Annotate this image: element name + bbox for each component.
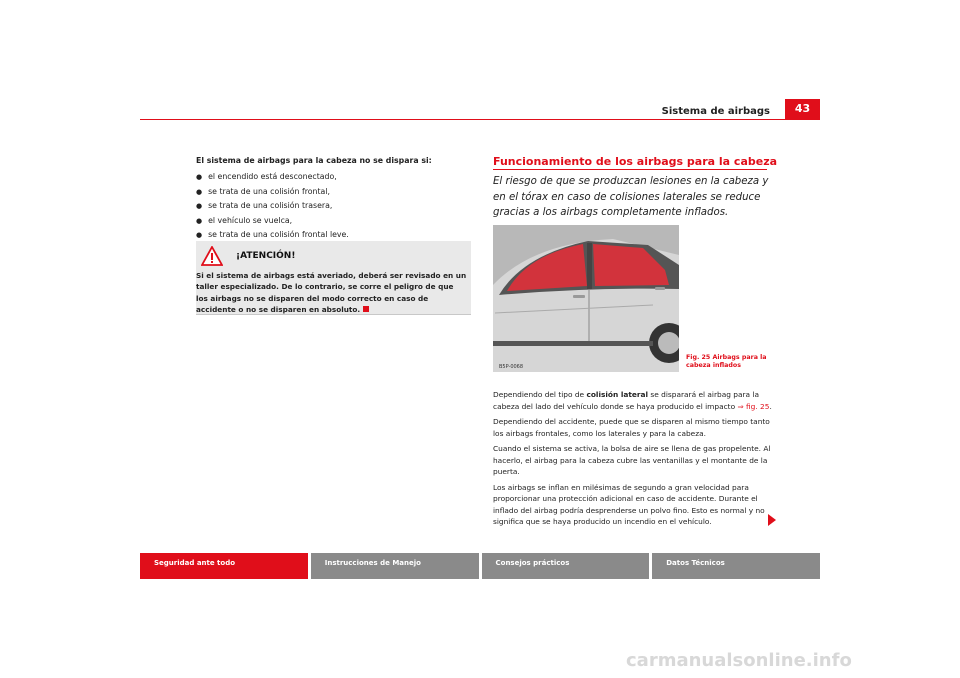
figure-code: B5P-0068	[499, 364, 524, 370]
tab-seguridad[interactable]: Seguridad ante todo	[140, 553, 308, 579]
warning-title: ¡ATENCIÓN!	[236, 251, 296, 261]
warning-box	[196, 241, 471, 315]
tab-instrucciones[interactable]: Instrucciones de Manejo	[311, 553, 479, 579]
figure-caption: Fig. 25 Airbags para la cabeza inflados	[686, 354, 767, 369]
warning-triangle-icon	[201, 246, 223, 266]
next-page-arrow-icon[interactable]	[768, 514, 776, 526]
section-rule	[493, 169, 767, 170]
bullet-list	[196, 170, 349, 243]
figure-reference-link[interactable]: ⇒ fig. 25	[737, 401, 770, 411]
header-rule	[140, 119, 820, 120]
paragraph: Cuando el sistema se activa, la bolsa de aire se llena de gas propelente. Al hacerlo, el airbag para la cabeza cubre las ventanillas y el montante de la puerta.	[493, 444, 771, 476]
list-item: ● el vehículo se vuelca,	[196, 214, 349, 229]
section-title: Funcionamiento de los airbags para la cabeza	[493, 155, 778, 168]
head-airbag-car-illustration	[493, 225, 679, 372]
tab-consejos[interactable]: Consejos prácticos	[482, 553, 650, 579]
watermark: carmanualsonline.info	[626, 650, 852, 671]
warning-text: Si el sistema de airbags está averiado, deberá ser revisado en un taller especializado. De lo contrario, se corre el peligro de que los airbags no se disparen del modo correcto en caso de accidente o no se disparen en absoluto.	[196, 271, 467, 315]
footer-nav	[140, 553, 820, 579]
body-text	[493, 389, 773, 532]
tab-datos[interactable]: Datos Técnicos	[652, 553, 820, 579]
page-number: 43	[785, 99, 820, 119]
list-item: ● se trata de una colisión frontal,	[196, 185, 349, 200]
paragraph: Dependiendo del accidente, puede que se disparen al mismo tiempo tanto los airbags frontales, como los laterales y para la cabeza.	[493, 417, 770, 438]
paragraph: Dependiendo del tipo de colisión lateral se disparará el airbag para la cabeza del lado del vehículo donde se haya producido el impacto ⇒ fig. 25.	[493, 390, 772, 411]
end-mark-icon	[363, 306, 369, 312]
left-heading: El sistema de airbags para la cabeza no se dispara si:	[196, 156, 432, 165]
list-item: ● se trata de una colisión trasera,	[196, 199, 349, 214]
list-item: ● el encendido está desconectado,	[196, 170, 349, 185]
paragraph: Los airbags se inflan en milésimas de segundo a gran velocidad para proporcionar una protección adicional en caso de accidente. Durante el inflado del airbag podría desprenderse un polvo fino. Esto es normal y no significa que se haya producido un incendio en el vehículo.	[493, 482, 765, 526]
intro-text: El riesgo de que se produzcan lesiones en la cabeza y en el tórax en caso de colisiones laterales se reduce gracias a los airbags completamente inflados.	[493, 176, 769, 218]
list-item: ● se trata de una colisión frontal leve.	[196, 228, 349, 243]
page-header-title: Sistema de airbags	[661, 106, 770, 117]
